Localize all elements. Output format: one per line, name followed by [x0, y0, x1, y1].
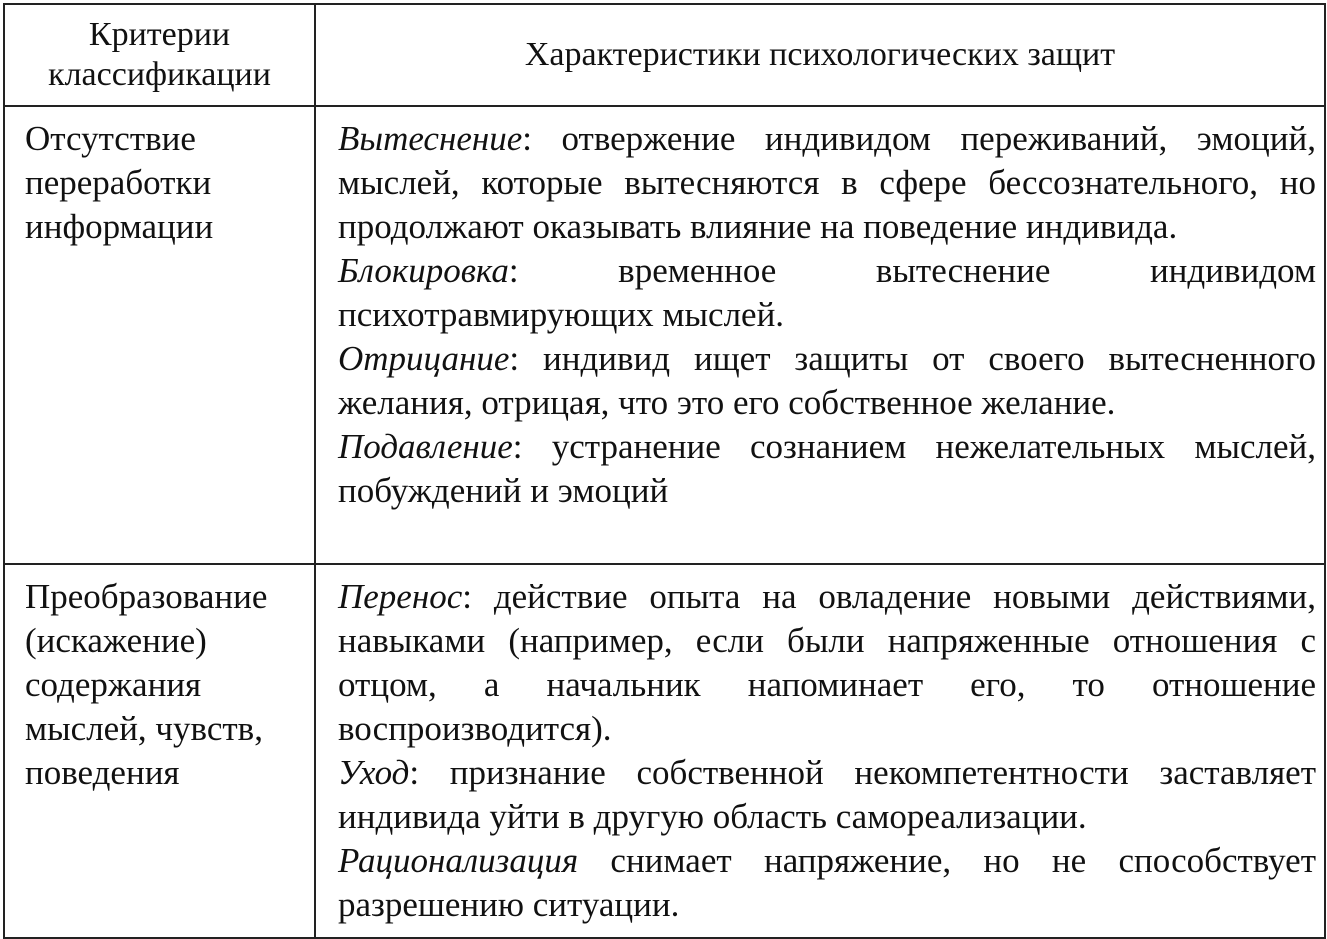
defense-text: снимает напряжение, но не способствует разрешению ситуации.	[338, 841, 1316, 924]
defense-separator: :	[509, 339, 544, 378]
defense-term: Перенос	[338, 577, 463, 616]
defenses-table	[3, 3, 1326, 939]
defense-term: Блокировка	[338, 251, 509, 290]
defense-entry	[338, 425, 1316, 513]
criterion-cell: Преобразование (искажение) содержания мыслей, чувств, поведения	[4, 564, 315, 938]
defense-term: Уход	[338, 753, 410, 792]
defense-entry	[338, 117, 1316, 249]
table-row	[4, 106, 1325, 564]
table-row	[4, 564, 1325, 938]
header-row	[4, 4, 1325, 106]
defense-term: Подавление	[338, 427, 513, 466]
defense-text: признание собственной некомпетентности заставляет индивида уйти в другую область самореализации.	[338, 753, 1316, 836]
defense-term: Отрицание	[338, 339, 510, 378]
defense-text: отвержение индивидом переживаний, эмоций, мыслей, которые вытесняются в сфере бессознательного, но продолжают оказывать влияние на поведение индивида.	[338, 119, 1316, 246]
defense-entry	[338, 249, 1316, 337]
defense-text: устранение сознанием нежелательных мыслей, побуждений и эмоций	[338, 427, 1316, 510]
defense-separator: :	[409, 753, 450, 792]
defense-entry	[338, 751, 1316, 839]
defense-entry	[338, 337, 1316, 425]
defense-entry	[338, 575, 1316, 751]
characteristics-cell	[315, 564, 1325, 938]
defense-text: временное вытеснение индивидом психотравмирующих мыслей.	[338, 251, 1316, 334]
defense-entry	[338, 839, 1316, 927]
defense-text: действие опыта на овладение новыми действиями, навыками (например, если были напряженные отношения с отцом, а начальник напоминает его, то отношение воспроизводится).	[338, 577, 1316, 748]
defense-term: Рационализация	[338, 841, 579, 880]
defense-text: индивид ищет защиты от своего вытесненного желания, отрицая, что это его собственное желание.	[338, 339, 1316, 422]
defense-separator: :	[462, 577, 494, 616]
defense-separator: :	[508, 251, 619, 290]
defense-separator: :	[512, 427, 552, 466]
header-characteristics: Характеристики психологических защит	[315, 4, 1325, 106]
criterion-cell: Отсутствие переработки информации	[4, 106, 315, 564]
characteristics-cell	[315, 106, 1325, 564]
defense-separator	[578, 841, 610, 880]
defense-separator: :	[522, 119, 562, 158]
header-criteria: Критерии классификации	[4, 4, 315, 106]
defense-term: Вытеснение	[338, 119, 523, 158]
